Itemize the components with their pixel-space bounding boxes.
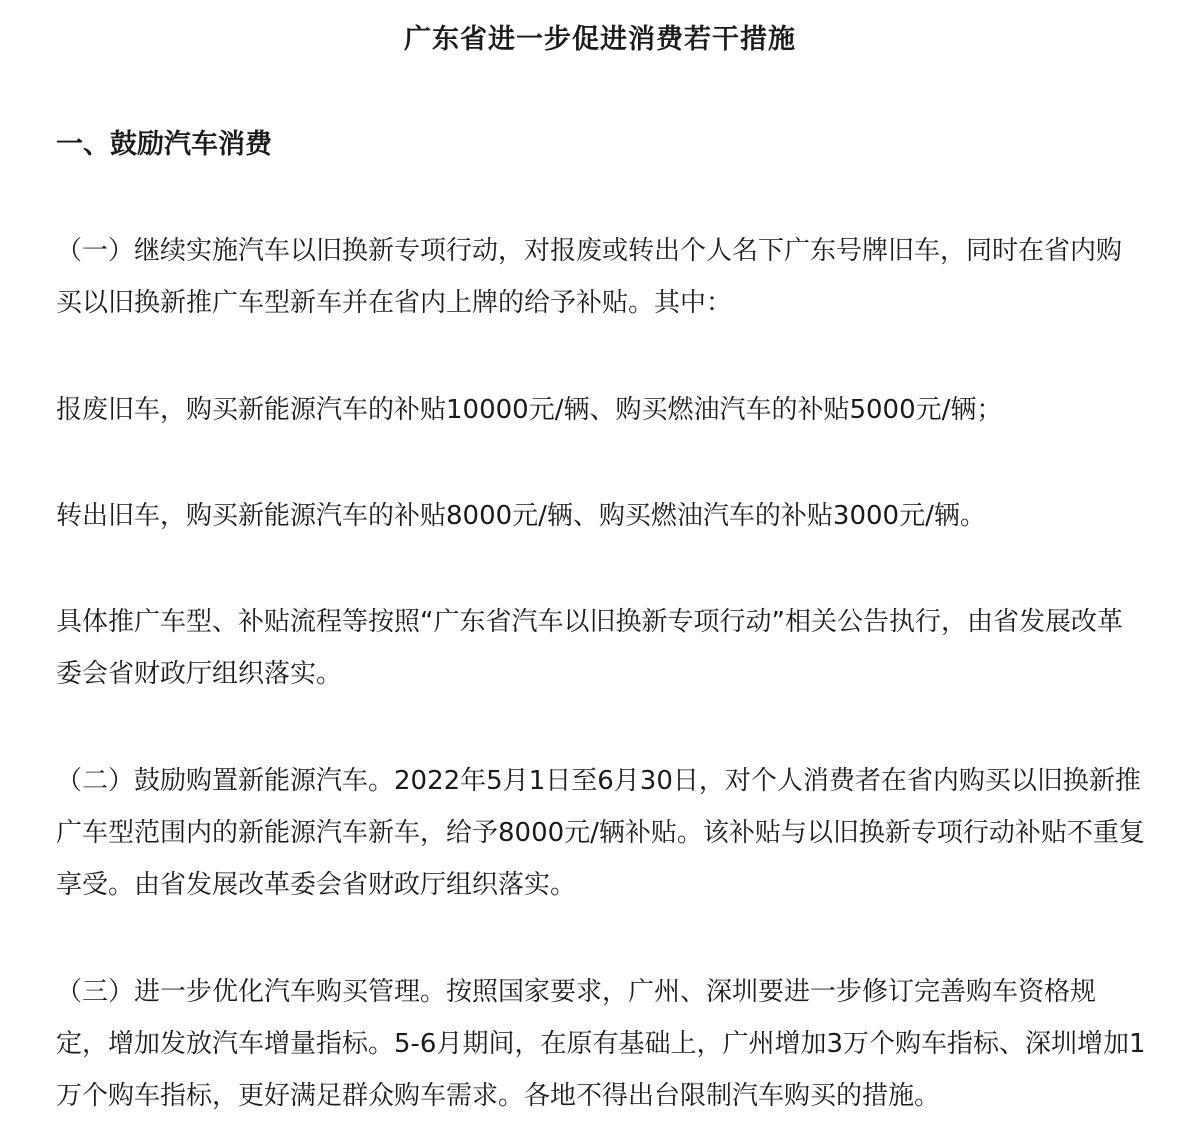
paragraph-1: （一）继续实施汽车以旧换新专项行动，对报废或转出个人名下广东号牌旧车，同时在省内购买以旧换新推广车型新车并在省内上牌的给予补贴。其中：: [56, 236, 1123, 318]
section-heading: 一、鼓励汽车消费: [56, 129, 272, 160]
paragraph-2: 报废旧车，购买新能源汽车的补贴10000元/辆、购买燃油汽车的补贴5000元/辆；: [56, 395, 1003, 425]
paragraph-5: （二）鼓励购置新能源汽车。2022年5月1日至6月30日，对个人消费者在省内购买以旧换新推广车型范围内的新能源汽车新车，给予8000元/辆补贴。该补贴与以旧换新专项行动补贴不重复享受。由省发展改革委会省财政厅组织落实。: [56, 766, 1145, 900]
paragraph-4: 具体推广车型、补贴流程等按照“广东省汽车以旧换新专项行动”相关公告执行，由省发展改革委会省财政厅组织落实。: [56, 607, 1123, 689]
paragraph-3: 转出旧车，购买新能源汽车的补贴8000元/辆、购买燃油汽车的补贴3000元/辆。: [56, 501, 986, 531]
paragraph-6: （三）进一步优化汽车购买管理。按照国家要求，广州、深圳要进一步修订完善购车资格规定，增加发放汽车增量指标。5-6月期间，在原有基础上，广州增加3万个购车指标、深圳增加1万个购车指标，更好满足群众购车需求。各地不得出台限制汽车购买的措施。: [56, 977, 1146, 1111]
document-title: 广东省进一步促进消费若干措施: [404, 24, 796, 55]
